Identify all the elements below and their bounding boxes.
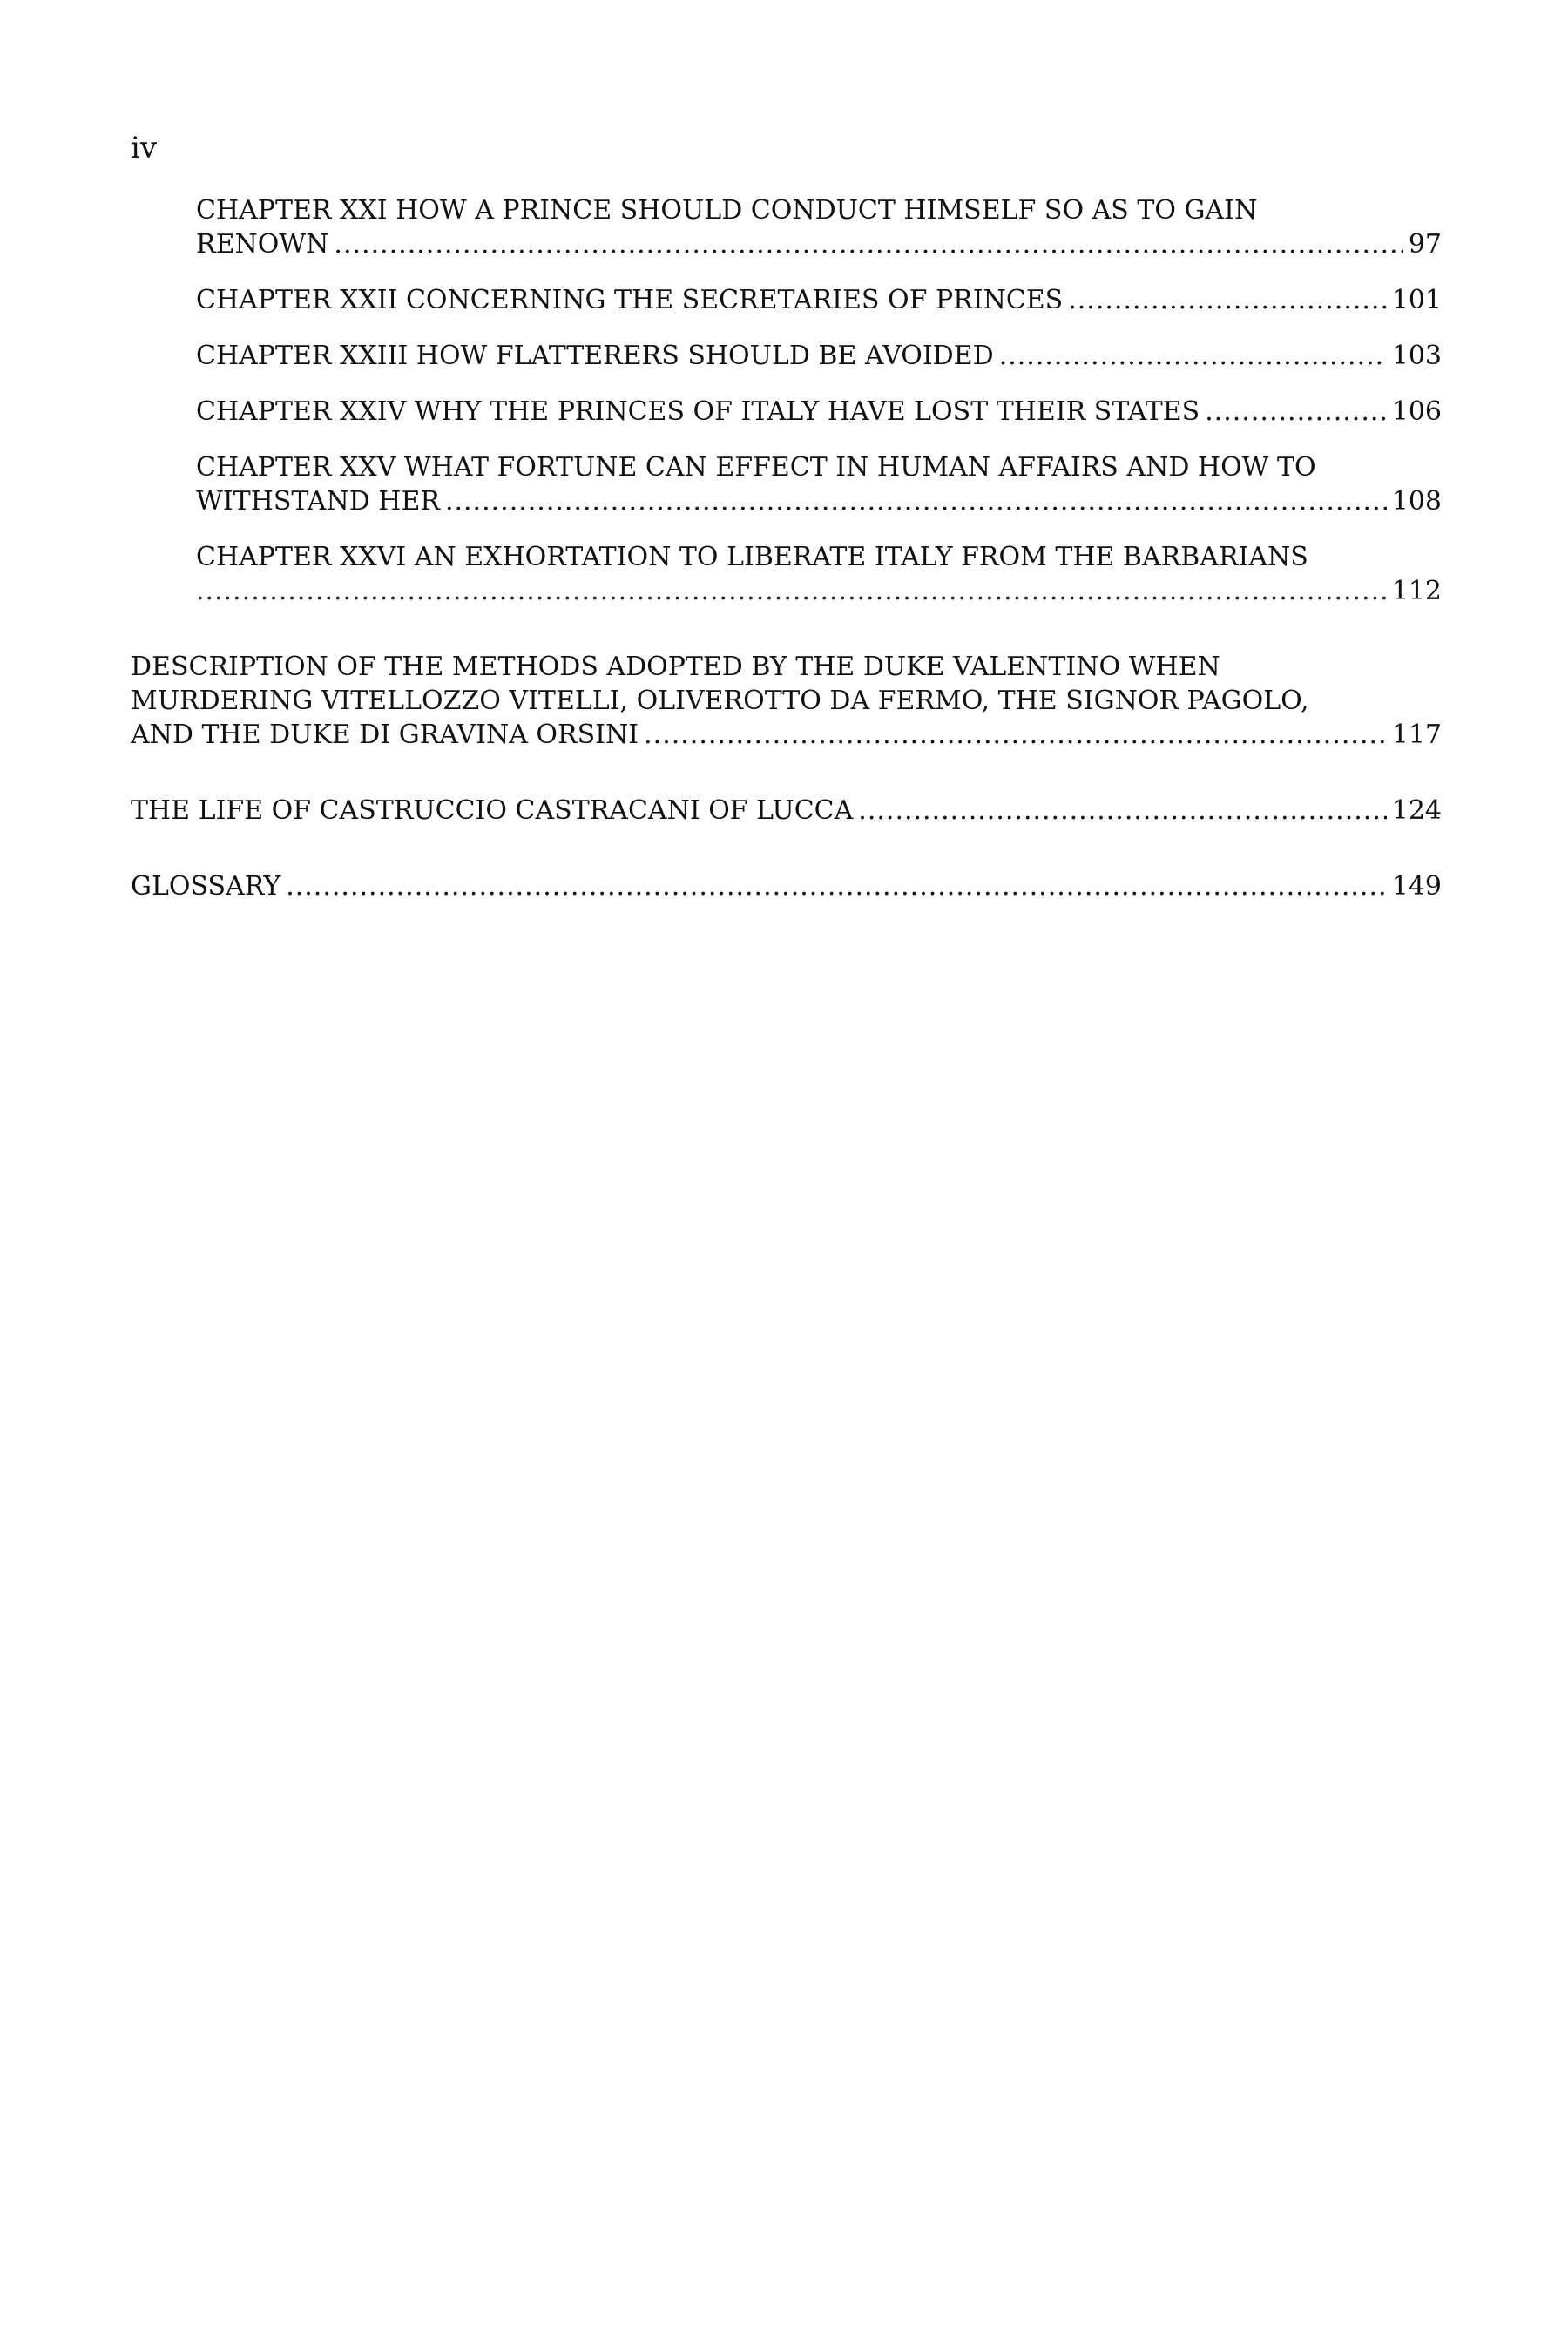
toc-entry-last-line (196, 574, 1442, 608)
toc-page-number: 106 (1391, 396, 1442, 427)
toc-entry-text: THE LIFE OF CASTRUCCIO CASTRACANI OF LUCCA (131, 795, 854, 826)
dot-leader (334, 227, 1402, 261)
dot-leader (1068, 283, 1387, 317)
dot-leader (196, 574, 1387, 608)
toc-entry-last-line (196, 339, 1442, 373)
toc-page-number: 112 (1391, 576, 1442, 606)
toc-entry-text-line: MURDERING VITELLOZZO VITELLI, OLIVEROTTO DA FERMO, THE SIGNOR PAGOLO, (131, 686, 1309, 716)
table-of-contents (131, 193, 1442, 945)
page-number: iv (131, 131, 158, 166)
toc-entry-chapter-25[interactable] (196, 450, 1442, 518)
toc-entry-chapter-24[interactable] (196, 395, 1442, 429)
toc-entry-text-line: CHAPTER XXVI AN EXHORTATION TO LIBERATE ITALY FROM THE BARBARIANS (196, 542, 1308, 572)
toc-entry-chapter-21[interactable] (196, 193, 1442, 261)
toc-entry-last-line (196, 227, 1442, 261)
toc-entry-chapter-22[interactable] (196, 283, 1442, 317)
toc-entry-text-line: DESCRIPTION OF THE METHODS ADOPTED BY THE DUKE VALENTINO WHEN (131, 652, 1220, 682)
toc-entry-last-line (131, 794, 1442, 828)
toc-entry-text: WITHSTAND HER (196, 486, 440, 517)
toc-entry-text: AND THE DUKE DI GRAVINA ORSINI (131, 720, 639, 750)
toc-page-number: 103 (1391, 341, 1442, 371)
dot-leader (445, 484, 1387, 518)
toc-page-number: 149 (1391, 871, 1442, 902)
toc-page-number: 108 (1391, 486, 1442, 517)
toc-entry-chapter-23[interactable] (196, 339, 1442, 373)
toc-page-number: 97 (1408, 229, 1442, 260)
toc-page-number: 101 (1391, 285, 1442, 315)
toc-entry-text-line: CHAPTER XXI HOW A PRINCE SHOULD CONDUCT HIMSELF SO AS TO GAIN (196, 195, 1258, 226)
toc-entry-text: RENOWN (196, 229, 329, 260)
toc-entry-chapter-26[interactable] (196, 540, 1442, 608)
dot-leader (1205, 395, 1387, 429)
toc-entry-glossary[interactable] (131, 869, 1442, 903)
dot-leader (644, 718, 1387, 752)
toc-entry-life-of-castruccio[interactable] (131, 794, 1442, 828)
dot-leader (858, 794, 1386, 828)
toc-entry-text: CHAPTER XXIV WHY THE PRINCES OF ITALY HAVE LOST THEIR STATES (196, 396, 1200, 427)
toc-entry-text: CHAPTER XXIII HOW FLATTERERS SHOULD BE AVOIDED (196, 341, 994, 371)
toc-entry-description-duke-valentino[interactable] (131, 650, 1442, 752)
toc-entry-text-line: CHAPTER XXV WHAT FORTUNE CAN EFFECT IN HUMAN AFFAIRS AND HOW TO (196, 452, 1316, 483)
toc-page-number: 117 (1391, 720, 1442, 750)
toc-entry-last-line (196, 484, 1442, 518)
dot-leader (999, 339, 1387, 373)
dot-leader (286, 869, 1387, 903)
toc-entry-last-line (131, 869, 1442, 903)
toc-entry-last-line (131, 718, 1442, 752)
toc-entry-last-line (196, 283, 1442, 317)
toc-entry-last-line (196, 395, 1442, 429)
toc-page-number: 124 (1391, 795, 1442, 826)
toc-entry-text: CHAPTER XXII CONCERNING THE SECRETARIES OF PRINCES (196, 285, 1064, 315)
toc-entry-text: GLOSSARY (131, 871, 281, 902)
